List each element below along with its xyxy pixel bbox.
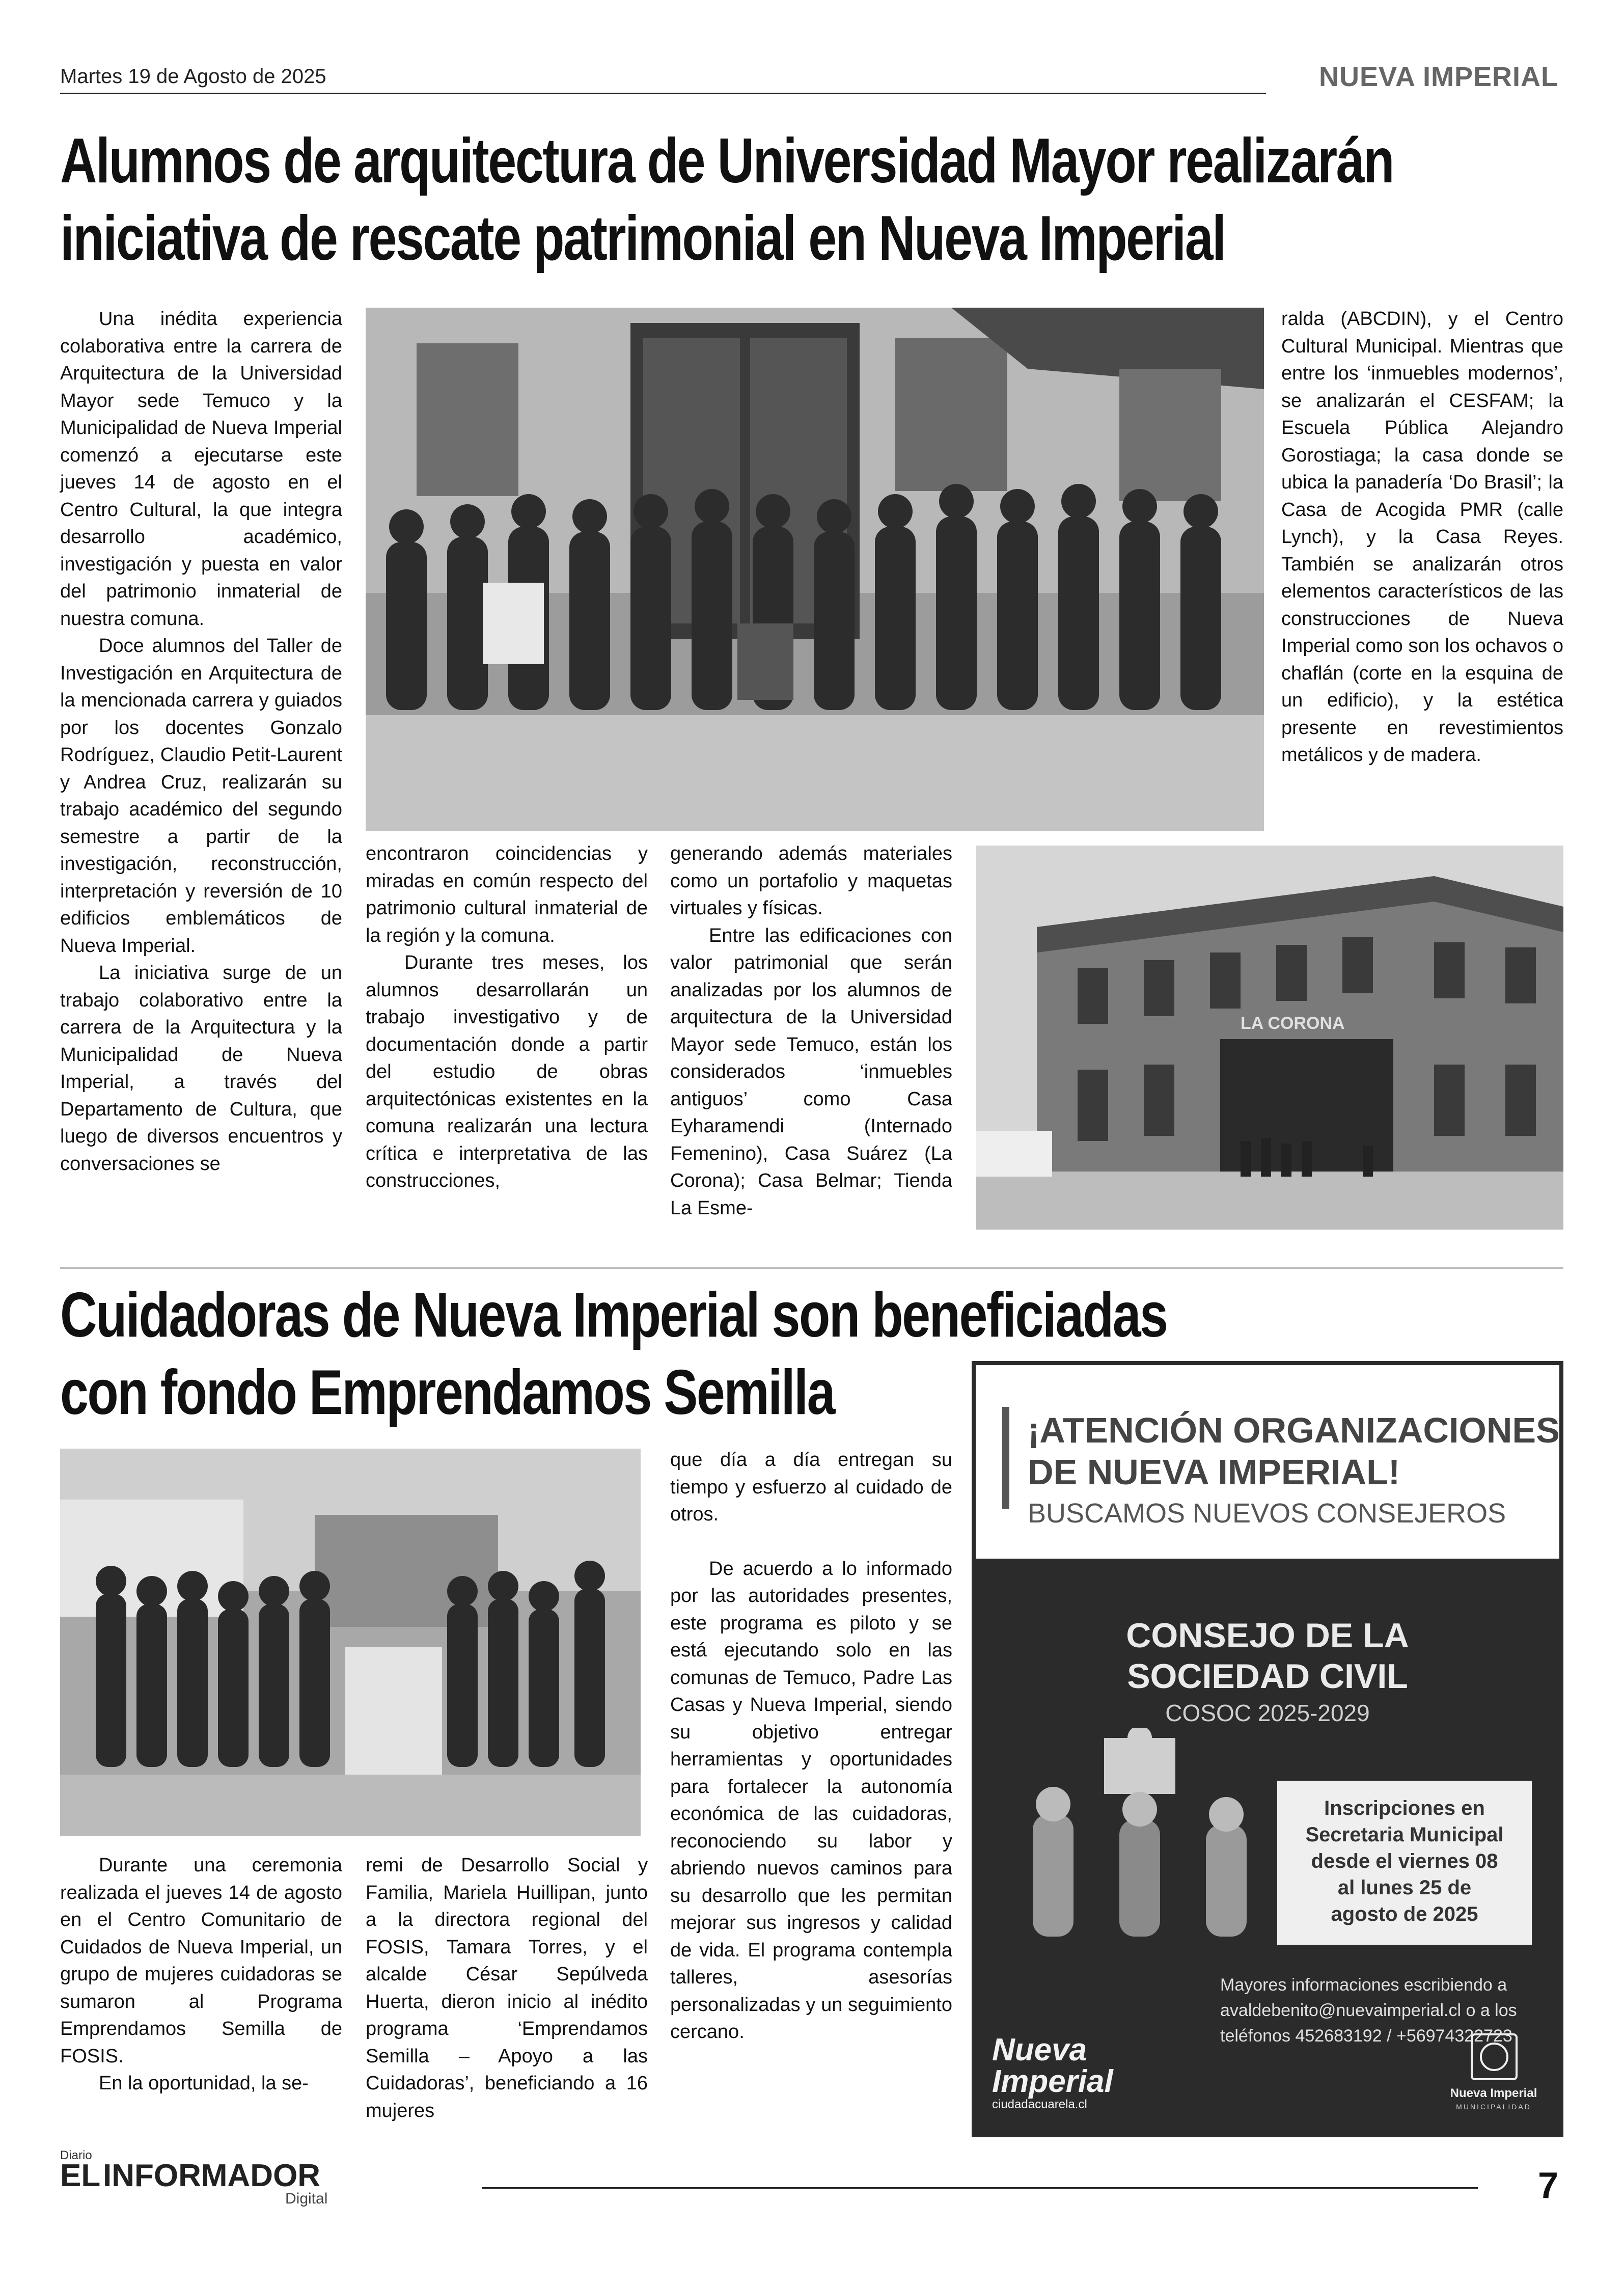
ad-council-line2: SOCIEDAD CIVIL <box>1127 1657 1408 1696</box>
article2-column2 <box>366 1852 648 2125</box>
municipality-sub: MUNICIPALIDAD <box>1456 2103 1531 2111</box>
article2-col3-paragraph: que día a día entregan su tiempo y esfuerzo al cuidado de otros. <box>670 1449 952 1525</box>
header-rule <box>60 93 1266 94</box>
article2-headline-line1: Cuidadoras de Nueva Imperial son beneficiadas <box>60 1280 1167 1350</box>
article1-col1-paragraph: Una inédita experiencia colaborativa entre la carrera de Arquitectura de la Universidad Mayor sede Temuco y la Municipalidad de Nueva Imperial comenzó a ejecutarse este jueves 14 de agosto en el Centro Cultural, la que integra desarrollo académico, investigación y puesta en valor del patrimonio inmaterial de nuestra comuna. <box>60 308 342 630</box>
contact-line3: teléfonos 452683192 / +56974322723 <box>1220 2026 1512 2046</box>
box-line3: desde el viernes 08 <box>1311 1850 1498 1872</box>
ad-title-line2: DE NUEVA IMPERIAL! <box>1028 1452 1400 1492</box>
box-line2: Secretaria Municipal <box>1305 1824 1504 1846</box>
footer-rule <box>482 2187 1478 2189</box>
article1-col3-paragraph: Entre las edificaciones con valor patrimonial que serán analizadas por los alumnos de arquitectura de la Universidad Mayor sede Temuco, están los considerados ‘inmuebles antiguos’ como Casa Eyharamendi (Internado Femenino), Casa Suárez (La Corona); Casa Belmar; Tienda La Esme- <box>670 924 952 1219</box>
article1-headline-line1: Alumnos de arquitectura de Universidad Mayor realizarán <box>60 126 1394 196</box>
municipality-name: Nueva Imperial <box>1450 2086 1537 2100</box>
article1-column4 <box>1281 306 1563 769</box>
ad-council-line1: CONSEJO DE LA <box>1126 1616 1409 1655</box>
la-corona-sign: LA CORONA <box>1241 1014 1345 1033</box>
footer-brand-main: INFORMADOR <box>103 2158 321 2193</box>
article1-col2-paragraph: Durante tres meses, los alumnos desarrollarán un trabajo investigativo y de documentación donde a partir del estudio de obras arquitectónicas existentes en la comuna realizarán una lectura crítica e interpretativa de las construcciones, <box>366 952 648 1191</box>
article2-headline-line2: con fondo Emprendamos Semilla <box>60 1357 835 1428</box>
puzzle-illustration <box>1002 1728 1308 1947</box>
article1-col1-paragraph: La iniciativa surge de un trabajo colaborativo entre la carrera de la Arquitectura y la Municipalidad de Nueva Imperial, a través del Departamento de Cultura, que luego de diversos encuentros y conversaciones se <box>60 962 342 1175</box>
article2-col1-paragraph: En la oportunidad, la se- <box>99 2073 309 2094</box>
logo-line1: Nueva <box>992 2032 1087 2067</box>
ad-period: COSOC 2025-2029 <box>1165 1700 1370 1726</box>
article1-col4-paragraph: ralda (ABCDIN), y el Centro Cultural Municipal. Mientras que entre los ‘inmuebles modernos’, se analizarán el CESFAM; la Escuela Pública Alejandro Gorostiaga; la casa donde se ubica la panadería ‘Do Brasil’; la Casa de Acogida PMR (calle Lynch), y la Casa Reyes. También se analizarán otros elementos característicos de las construcciones de Nueva Imperial como son los ochavos o chaflán (corte en la esquina de un edificio), y la estética presente en revestimientos metálicos y de madera. <box>1281 308 1563 766</box>
article2-col3-paragraph: De acuerdo a lo informado por las autoridades presentes, este programa es piloto y se está ejecutando solo en las comunas de Temuco, Padre Las Casas y Nueva Imperial, siendo su objetivo entregar herramientas y oportunidades para fortalecer la autonomía económica de las cuidadoras, reconociendo su labor y abriendo nuevos caminos para su desarrollo que les permitan mejorar sus ingresos y calidad de vida. El programa contempla talleres, asesorías personalizadas y un seguimiento cercano. <box>670 1558 952 2043</box>
article2-column3 <box>670 1447 952 2046</box>
article1-col1-paragraph: Doce alumnos del Taller de Investigación en Arquitectura de la mencionada carrera y guiados por los docentes Gonzalo Rodríguez, Claudio Petit-Laurent y Andrea Cruz, realizarán su trabajo académico del segundo semestre a partir de la investigación, reconstrucción, interpretación y reversión de 10 edificios emblemáticos de Nueva Imperial. <box>60 635 342 957</box>
article2-col1-paragraph: Durante una ceremonia realizada el jueves 14 de agosto en el Centro Comunitario de Cuidados de Nueva Imperial, un grupo de mujeres cuidadoras se sumaron al Programa Emprendamos Semilla de FOSIS. <box>60 1855 342 2067</box>
article-separator <box>60 1267 1563 1269</box>
nueva-imperial-logo <box>992 2034 1113 2112</box>
article1-col2-paragraph: encontraron coincidencias y miradas en común respecto del patrimonio cultural inmaterial de la región y la comuna. <box>366 843 648 946</box>
box-line1: Inscripciones en <box>1324 1797 1485 1819</box>
logo-tagline: ciudadacuarela.cl <box>992 2098 1087 2111</box>
municipal-seal <box>1471 2033 1518 2080</box>
ad-accent-bar <box>1002 1407 1009 1509</box>
footer-brand-el: EL <box>60 2158 101 2193</box>
page-number: 7 <box>1538 2165 1559 2206</box>
article1-column1 <box>60 306 342 1178</box>
article2-column1 <box>60 1852 342 2098</box>
issue-date: Martes 19 de Agosto de 2025 <box>60 65 326 88</box>
students-group-photo <box>366 308 1264 831</box>
article1-col3-paragraph: generando además materiales como un portafolio y maquetas virtuales y físicas. <box>670 843 952 919</box>
ad-subtitle: BUSCAMOS NUEVOS CONSEJEROS <box>1028 1498 1506 1529</box>
contact-line1: Mayores informaciones escribiendo a <box>1220 1975 1507 1995</box>
article1-headline <box>60 122 1393 277</box>
registration-box <box>1277 1781 1532 1945</box>
cosoc-advertisement <box>972 1361 1563 2137</box>
footer-brand-sub: Digital <box>285 2190 328 2207</box>
article1-headline-line2: iniciativa de rescate patrimonial en Nueva Imperial <box>60 203 1225 274</box>
ad-title-line1: ¡ATENCIÓN ORGANIZACIONES <box>1028 1410 1560 1450</box>
box-line4: al lunes 25 de <box>1337 1876 1472 1899</box>
logo-line2: Imperial <box>992 2064 1113 2099</box>
building-photo <box>976 846 1563 1230</box>
article1-column2 <box>366 840 648 1195</box>
seal-emblem <box>1480 2043 1508 2071</box>
contact-line2: avaldebenito@nuevaimperial.cl o a los <box>1220 2001 1517 2020</box>
caregivers-group-photo <box>60 1449 641 1836</box>
section-title: NUEVA IMPERIAL <box>1319 62 1559 92</box>
article1-column3 <box>670 840 952 1222</box>
article2-col2-paragraph: remi de Desarrollo Social y Familia, Mariela Huillipan, junto a la directora regional del FOSIS, Tamara Torres, y el alcalde César Sepúlveda Huerta, dieron inicio al inédito programa ‘Emprendamos Semilla – Apoyo a las Cuidadoras’, beneficiando a 16 mujeres <box>366 1855 648 2121</box>
box-line5: agosto de 2025 <box>1331 1903 1478 1925</box>
footer-brand-small: Diario <box>60 2148 92 2162</box>
